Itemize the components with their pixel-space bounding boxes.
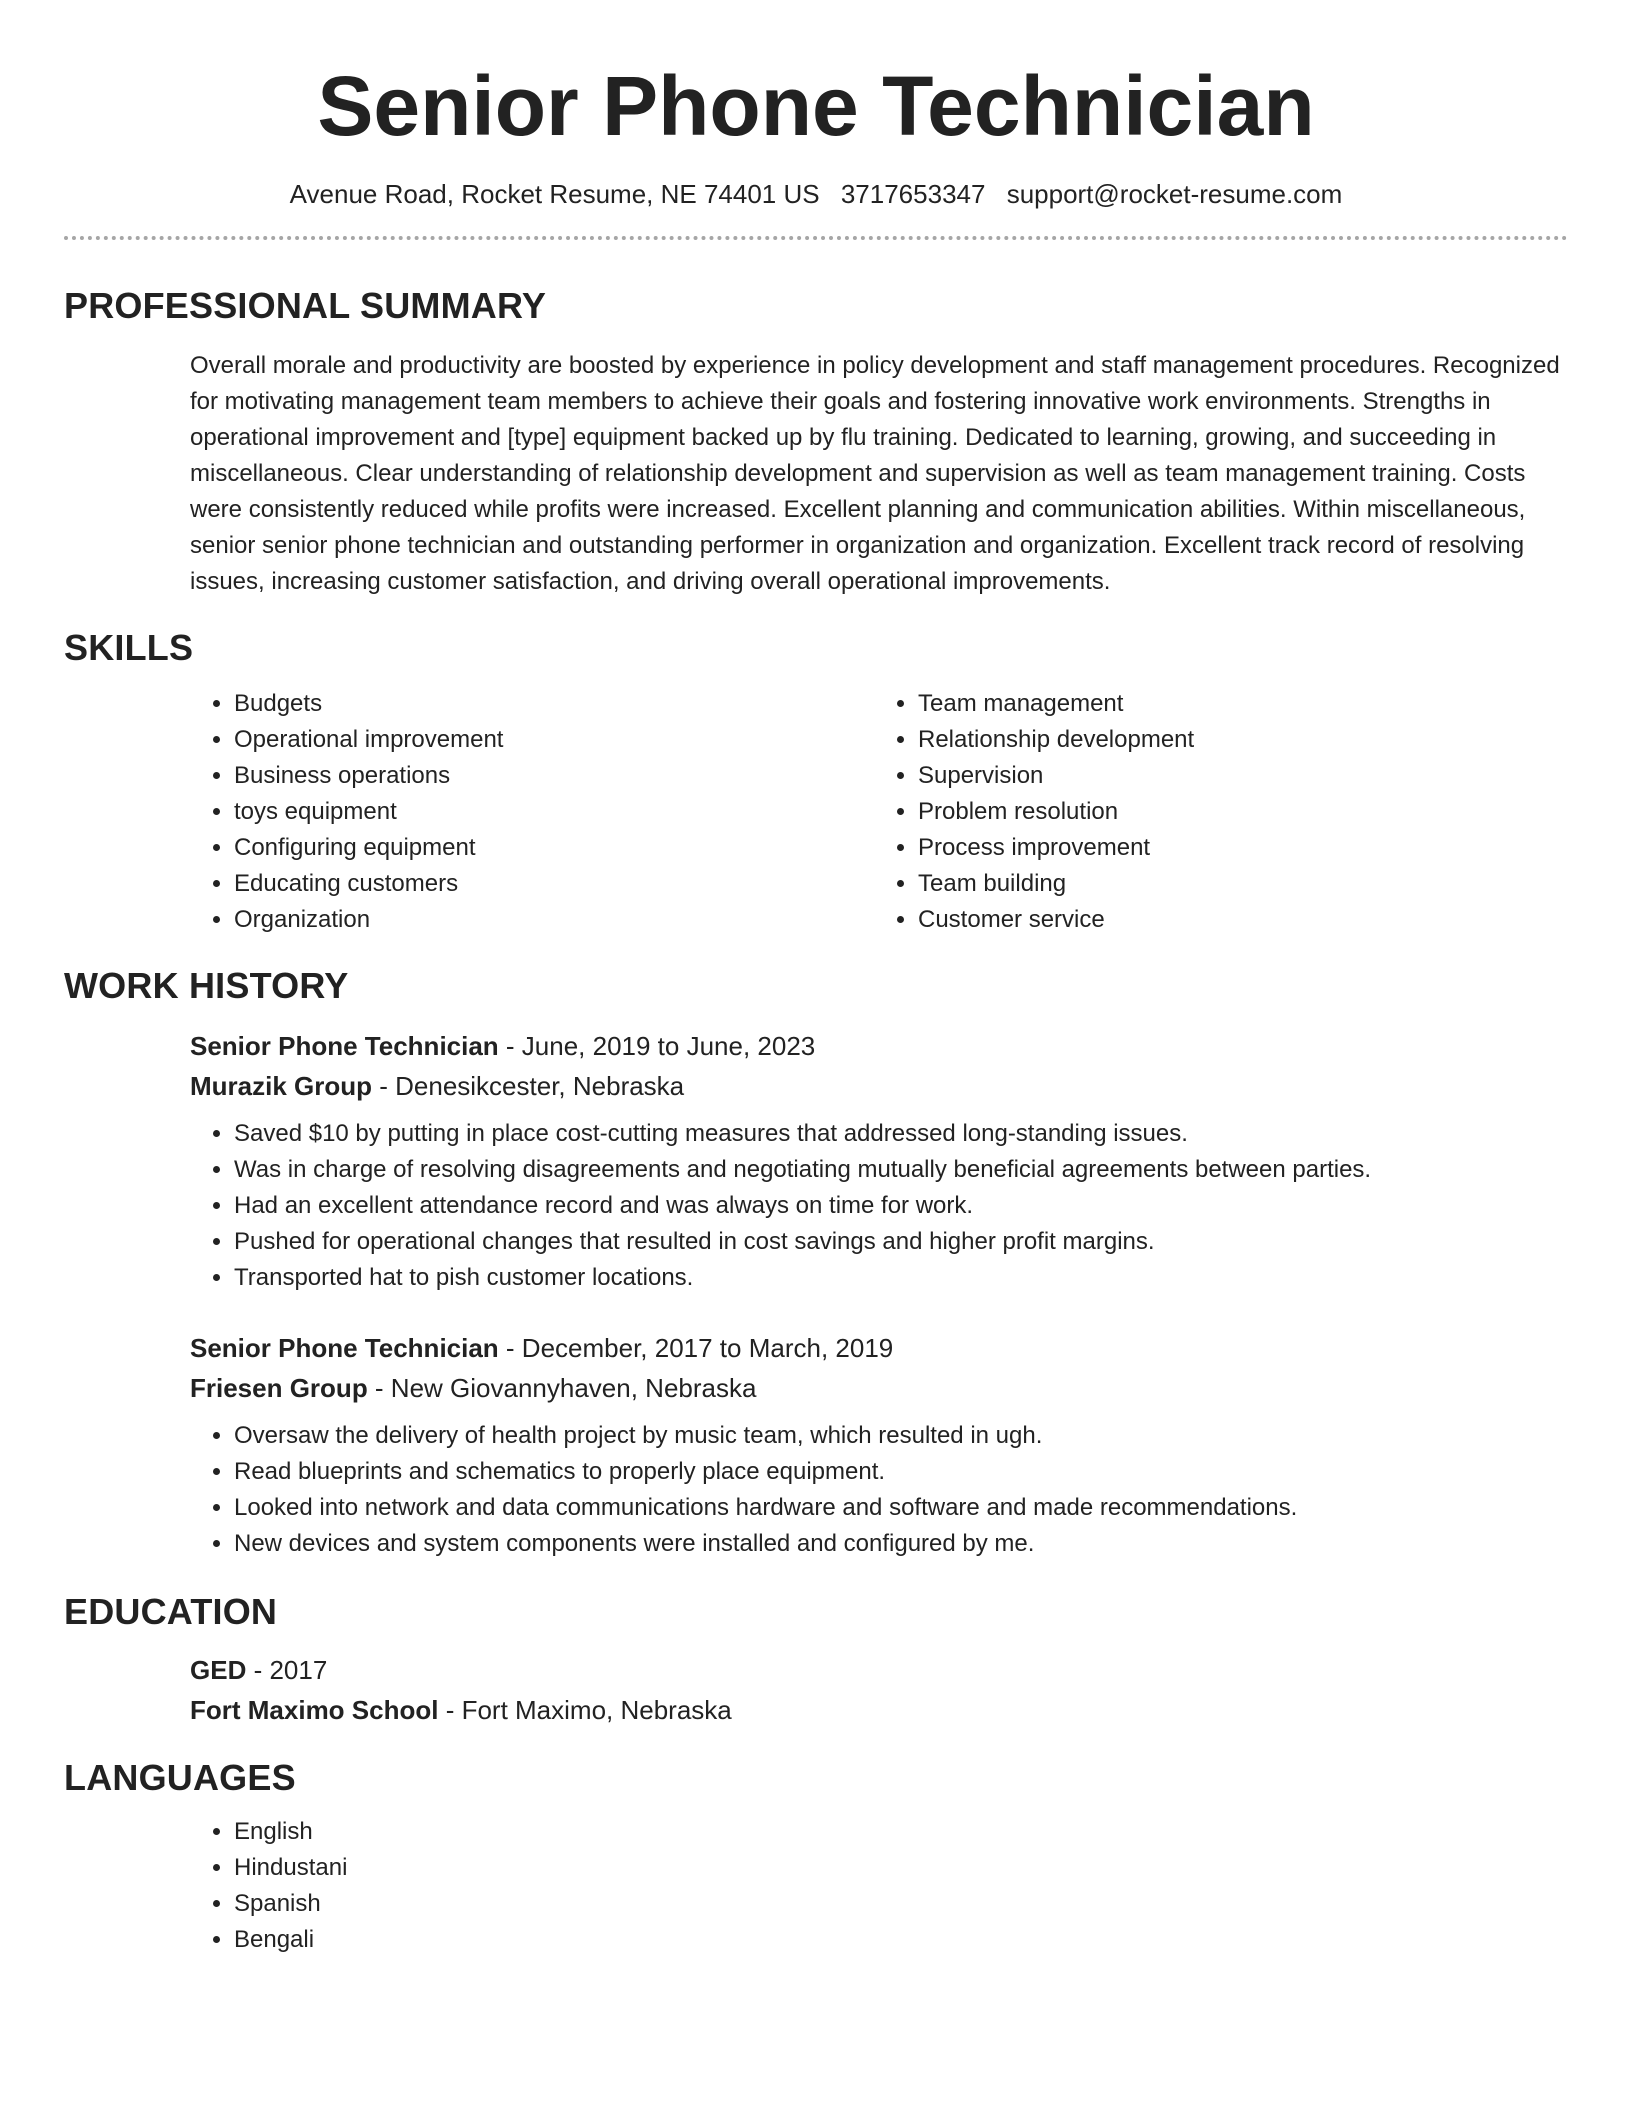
education-year: - 2017	[246, 1655, 328, 1685]
job-bullet: • Read blueprints and schematics to properly place equipment.	[234, 1454, 1568, 1490]
job-title-line	[190, 1026, 1568, 1066]
skills-column-right	[874, 686, 1558, 938]
skills-heading: SKILLS	[64, 627, 194, 668]
job-company: Murazik Group	[190, 1071, 373, 1101]
job-bullet: • Looked into network and data communications hardware and software and made recommendations.	[234, 1490, 1568, 1526]
education-school-line	[190, 1690, 1568, 1730]
job-dates: - December, 2017 to March, 2019	[498, 1333, 894, 1363]
languages-heading: LANGUAGES	[64, 1757, 296, 1798]
job-bullets	[190, 1418, 1568, 1562]
education-degree-line	[190, 1650, 1568, 1690]
job-company: Friesen Group	[190, 1373, 368, 1403]
language-item: • Spanish	[234, 1886, 1568, 1922]
skill-item: • Organization	[234, 902, 874, 938]
job-bullet: • New devices and system components were installed and configured by me.	[234, 1526, 1568, 1562]
skill-item: • Supervision	[918, 758, 1558, 794]
skill-item: • Business operations	[234, 758, 874, 794]
job-bullet: • Pushed for operational changes that resulted in cost savings and higher profit margins.	[234, 1224, 1568, 1260]
education-degree: GED	[190, 1655, 247, 1685]
education-entry	[190, 1650, 1568, 1730]
skill-item: • Process improvement	[918, 830, 1558, 866]
job-entry	[190, 1026, 1568, 1296]
summary-heading: PROFESSIONAL SUMMARY	[64, 285, 547, 326]
summary-text: Overall morale and productivity are boosted by experience in policy development and staff management procedures. Recognized for motivating management team members to achieve their goals and fostering innovative work environments. Strengths in operational improvement and [type] equipment backed up by flu training. Dedicated to learning, growing, and succeeding in miscellaneous. Clear understanding of relationship development and supervision as well as team management training. Costs were consistently reduced while profits were increased. Excellent planning and communication abilities. Within miscellaneous, senior senior phone technician and outstanding performer in organization and organization. Excellent track record of resolving issues, increasing customer satisfaction, and driving overall operational improvements.	[190, 352, 1560, 595]
skills-column-left	[190, 686, 874, 938]
languages-list	[190, 1814, 1568, 1958]
job-entry	[190, 1328, 1568, 1562]
skill-item: • Budgets	[234, 686, 874, 722]
header-divider	[64, 236, 1568, 240]
job-company-line	[190, 1368, 1568, 1408]
language-item: • Bengali	[234, 1922, 1568, 1958]
skill-item: • Customer service	[918, 902, 1558, 938]
job-company-line	[190, 1066, 1568, 1106]
job-bullet: • Oversaw the delivery of health project by music team, which resulted in ugh.	[234, 1418, 1568, 1454]
work-history-heading: WORK HISTORY	[64, 965, 349, 1006]
contact-email: support@rocket-resume.com	[1006, 179, 1343, 209]
job-dates: - June, 2019 to June, 2023	[498, 1031, 816, 1061]
skills-list	[190, 686, 1568, 938]
job-bullet: • Had an excellent attendance record and was always on time for work.	[234, 1188, 1568, 1224]
skill-item: • Problem resolution	[918, 794, 1558, 830]
education-heading: EDUCATION	[64, 1591, 278, 1632]
job-role: Senior Phone Technician	[190, 1031, 499, 1061]
resume-name: Senior Phone Technician	[317, 59, 1315, 153]
education-location: - Fort Maximo, Nebraska	[438, 1695, 732, 1725]
contact-line	[64, 178, 1568, 210]
job-bullets	[190, 1116, 1568, 1296]
language-item: • Hindustani	[234, 1850, 1568, 1886]
skill-item: • Configuring equipment	[234, 830, 874, 866]
job-location: - New Giovannyhaven, Nebraska	[367, 1373, 757, 1403]
skill-item: • Team management	[918, 686, 1558, 722]
job-location: - Denesikcester, Nebraska	[372, 1071, 685, 1101]
skill-item: • Team building	[918, 866, 1558, 902]
education-school: Fort Maximo School	[190, 1695, 439, 1725]
language-item: • English	[234, 1814, 1568, 1850]
contact-address: Avenue Road, Rocket Resume, NE 74401 US	[289, 179, 820, 209]
job-role: Senior Phone Technician	[190, 1333, 499, 1363]
job-bullet: • Saved $10 by putting in place cost-cutting measures that addressed long-standing issues.	[234, 1116, 1568, 1152]
job-bullet: • Was in charge of resolving disagreements and negotiating mutually beneficial agreements between parties.	[234, 1152, 1568, 1188]
contact-phone: 3717653347	[840, 179, 986, 209]
job-bullet: • Transported hat to pish customer locations.	[234, 1260, 1568, 1296]
skill-item: • Educating customers	[234, 866, 874, 902]
skill-item: • toys equipment	[234, 794, 874, 830]
skill-item: • Operational improvement	[234, 722, 874, 758]
job-title-line	[190, 1328, 1568, 1368]
skill-item: • Relationship development	[918, 722, 1558, 758]
